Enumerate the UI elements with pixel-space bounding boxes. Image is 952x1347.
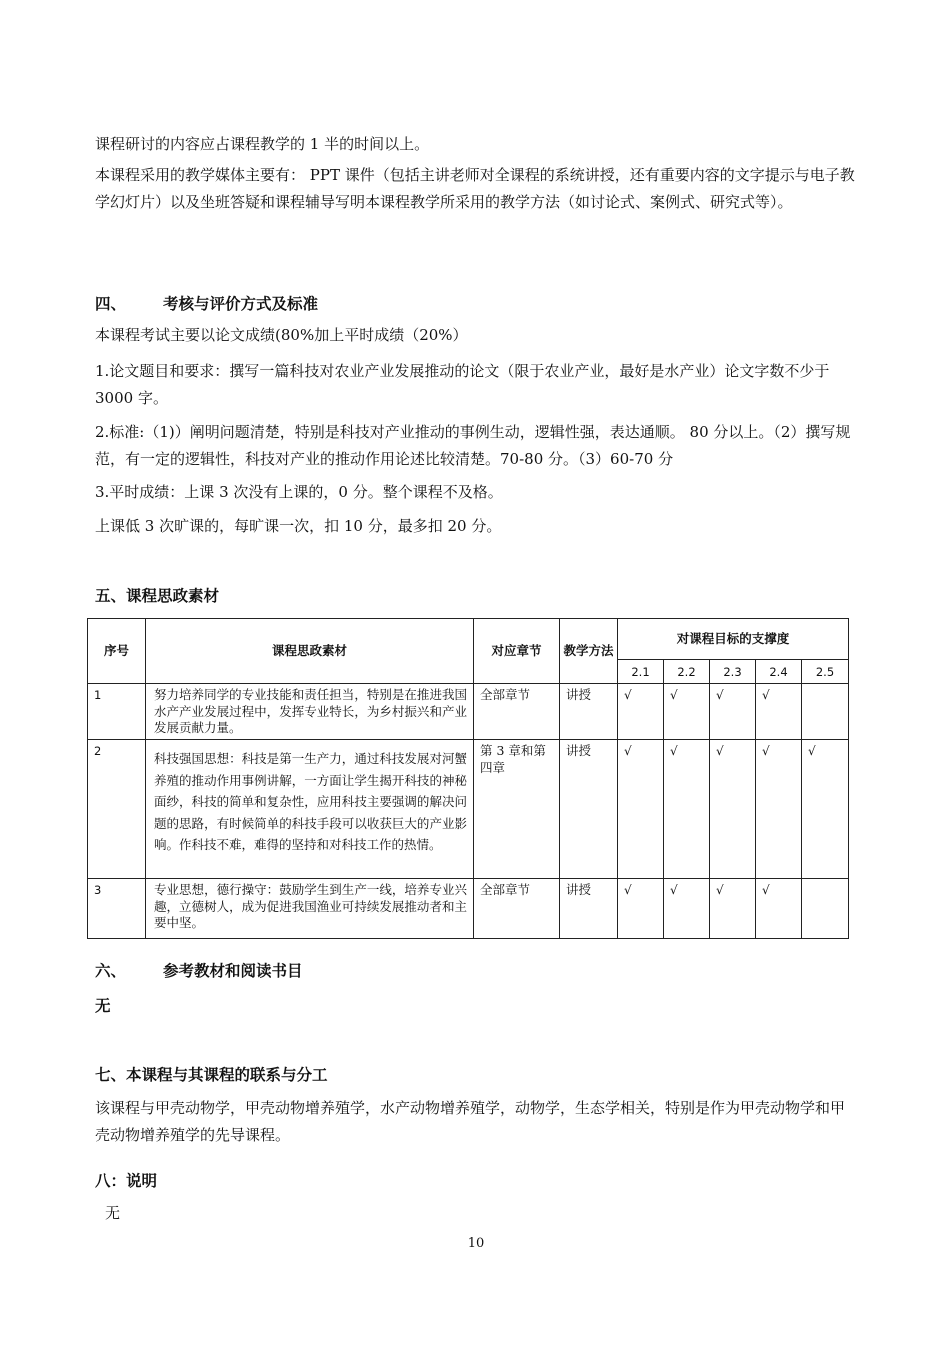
section-6-body: 无 bbox=[95, 997, 111, 1015]
section-6-number: 六、 bbox=[95, 962, 127, 980]
section-5-heading: 五、课程思政素材 bbox=[95, 587, 220, 605]
paragraph-seminar-time: 课程研讨的内容应占课程教学的 1 半的时间以上。 bbox=[95, 135, 430, 153]
row-seq: 2 bbox=[88, 740, 146, 879]
header-support: 对课程目标的支撑度 bbox=[618, 619, 849, 660]
header-chapter: 对应章节 bbox=[474, 619, 560, 684]
page-number: 10 bbox=[467, 1236, 485, 1251]
row-seq: 1 bbox=[88, 684, 146, 740]
section-7-heading: 七、本课程与其课程的联系与分工 bbox=[95, 1066, 328, 1084]
row-check-2-3: √ bbox=[710, 740, 756, 879]
header-seq: 序号 bbox=[88, 619, 146, 684]
row-check-2-4: √ bbox=[756, 684, 802, 740]
exam-item-4: 上课低 3 次旷课的，每旷课一次，扣 10 分，最多扣 20 分。 bbox=[95, 517, 502, 535]
target-2-3: 2.3 bbox=[710, 660, 756, 684]
section-8-heading: 八：说明 bbox=[95, 1172, 158, 1190]
row-check-2-2: √ bbox=[664, 740, 710, 879]
target-2-1: 2.1 bbox=[618, 660, 664, 684]
row-check-2-5: √ bbox=[802, 740, 849, 879]
table-row bbox=[88, 879, 849, 939]
row-check-2-3: √ bbox=[710, 684, 756, 740]
section-6-title: 参考教材和阅读书目 bbox=[163, 962, 303, 980]
row-chapter: 全部章节 bbox=[474, 879, 560, 939]
exam-overview: 本课程考试主要以论文成绩(80%加上平时成绩（20%） bbox=[95, 326, 468, 344]
row-check-2-1: √ bbox=[618, 684, 664, 740]
row-method: 讲授 bbox=[560, 879, 618, 939]
exam-item-2: 2.标准:（1)）阐明问题清楚，特别是科技对产业推动的事例生动，逻辑性强，表达通顺。 80 分以上。（2）撰写规范，有一定的逻辑性，科技对产业的推动作用论述比较清楚。70-80 分。（3）60-70 分 bbox=[95, 423, 851, 468]
row-method: 讲授 bbox=[560, 684, 618, 740]
target-2-2: 2.2 bbox=[664, 660, 710, 684]
target-2-5: 2.5 bbox=[802, 660, 849, 684]
table-row bbox=[88, 684, 849, 740]
exam-item-1: 1.论文题目和要求：撰写一篇科技对农业产业发展推动的论文（限于农业产业，最好是水产业）论文字数不少于 3000 字。 bbox=[95, 362, 830, 407]
ideology-materials-table bbox=[87, 618, 849, 939]
section-8-body: 无 bbox=[105, 1204, 121, 1222]
row-check-2-4: √ bbox=[756, 879, 802, 939]
table-row bbox=[88, 740, 849, 879]
paragraph-media: 本课程采用的教学媒体主要有： PPT 课件（包括主讲老师对全课程的系统讲授，还有重要内容的文字提示与电子教学幻灯片）以及坐班答疑和课程辅导写明本课程教学所采用的教学方法（如讨论式、案例式、研究式等）。 bbox=[95, 166, 855, 211]
section-7-body: 该课程与甲壳动物学，甲壳动物增养殖学，水产动物增养殖学，动物学，生态学相关，特别是作为甲壳动物学和甲壳动物增养殖学的先导课程。 bbox=[95, 1099, 846, 1144]
row-seq: 3 bbox=[88, 879, 146, 939]
row-material: 专业思想，德行操守：鼓励学生到生产一线，培养专业兴趣，立德树人，成为促进我国渔业可持续发展推动者和主要中坚。 bbox=[146, 879, 474, 939]
section-6-heading bbox=[95, 959, 303, 983]
row-check-2-4: √ bbox=[756, 740, 802, 879]
header-method: 教学方法 bbox=[560, 619, 618, 684]
row-material: 努力培养同学的专业技能和责任担当，特别是在推进我国水产产业发展过程中，发挥专业特长，为乡村振兴和产业发展贡献力量。 bbox=[146, 684, 474, 740]
row-check-2-5 bbox=[802, 879, 849, 939]
table-header-row bbox=[88, 619, 849, 660]
row-method: 讲授 bbox=[560, 740, 618, 879]
row-check-2-2: √ bbox=[664, 684, 710, 740]
row-check-2-2: √ bbox=[664, 879, 710, 939]
header-material: 课程思政素材 bbox=[146, 619, 474, 684]
row-check-2-3: √ bbox=[710, 879, 756, 939]
row-chapter: 全部章节 bbox=[474, 684, 560, 740]
section-4-title: 考核与评价方式及标准 bbox=[163, 295, 319, 313]
row-check-2-5 bbox=[802, 684, 849, 740]
row-check-2-1: √ bbox=[618, 879, 664, 939]
row-material: 科技强国思想：科技是第一生产力，通过科技发展对河蟹养殖的推动作用事例讲解，一方面让学生揭开科技的神秘面纱，科技的简单和复杂性，应用科技主要强调的解决问题的思路，有时候简单的科技手段可以收获巨大的产业影响。作科技不难，难得的坚持和对科技工作的热情。 bbox=[146, 740, 474, 879]
target-2-4: 2.4 bbox=[756, 660, 802, 684]
section-4-number: 四、 bbox=[95, 295, 127, 313]
row-check-2-1: √ bbox=[618, 740, 664, 879]
row-chapter: 第 3 章和第四章 bbox=[474, 740, 560, 879]
exam-item-3: 3.平时成绩：上课 3 次没有上课的，0 分。整个课程不及格。 bbox=[95, 483, 503, 501]
section-4-heading bbox=[95, 292, 318, 316]
